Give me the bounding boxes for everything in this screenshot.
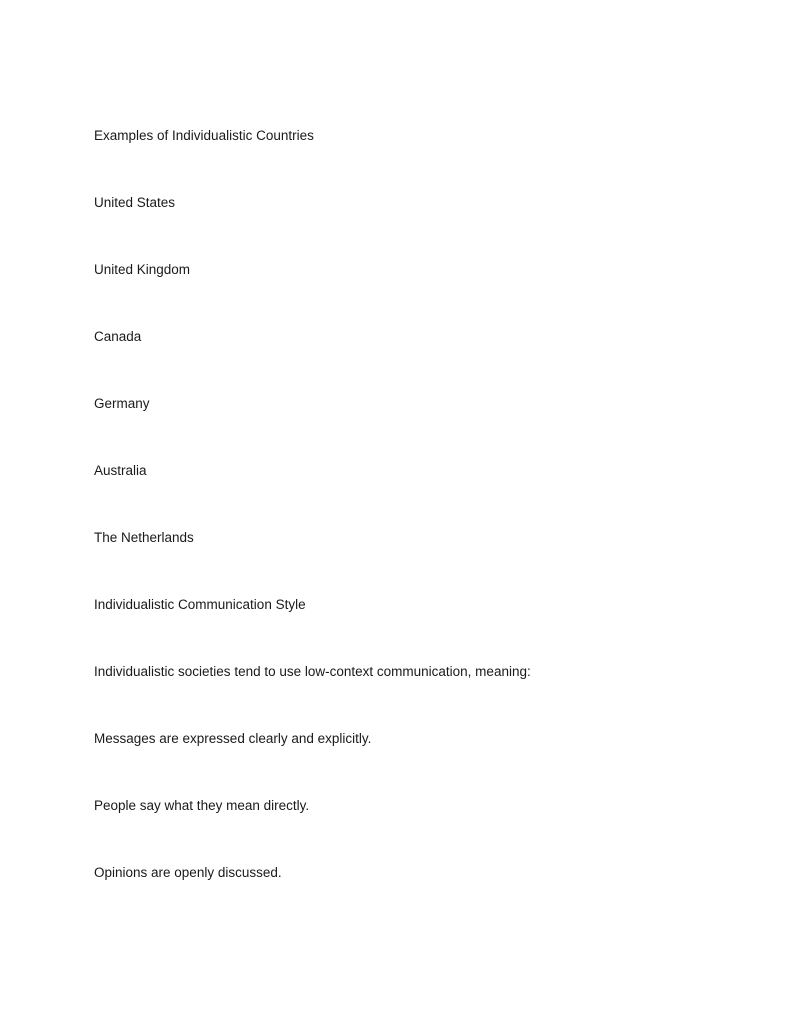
point-item: Messages are expressed clearly and explicitly.: [94, 731, 372, 746]
country-item: Germany: [94, 396, 150, 411]
country-item: United States: [94, 195, 176, 210]
country-item: The Netherlands: [94, 530, 194, 545]
intro-paragraph: Individualistic societies tend to use low-context communication, meaning:: [94, 664, 531, 679]
heading-individualistic-countries: Examples of Individualistic Countries: [94, 128, 314, 143]
country-item: United Kingdom: [94, 262, 191, 277]
country-item: Canada: [94, 329, 142, 344]
point-item: People say what they mean directly.: [94, 798, 310, 813]
point-item: Opinions are openly discussed.: [94, 865, 282, 880]
country-item: Australia: [94, 463, 147, 478]
heading-communication-style: Individualistic Communication Style: [94, 597, 306, 612]
